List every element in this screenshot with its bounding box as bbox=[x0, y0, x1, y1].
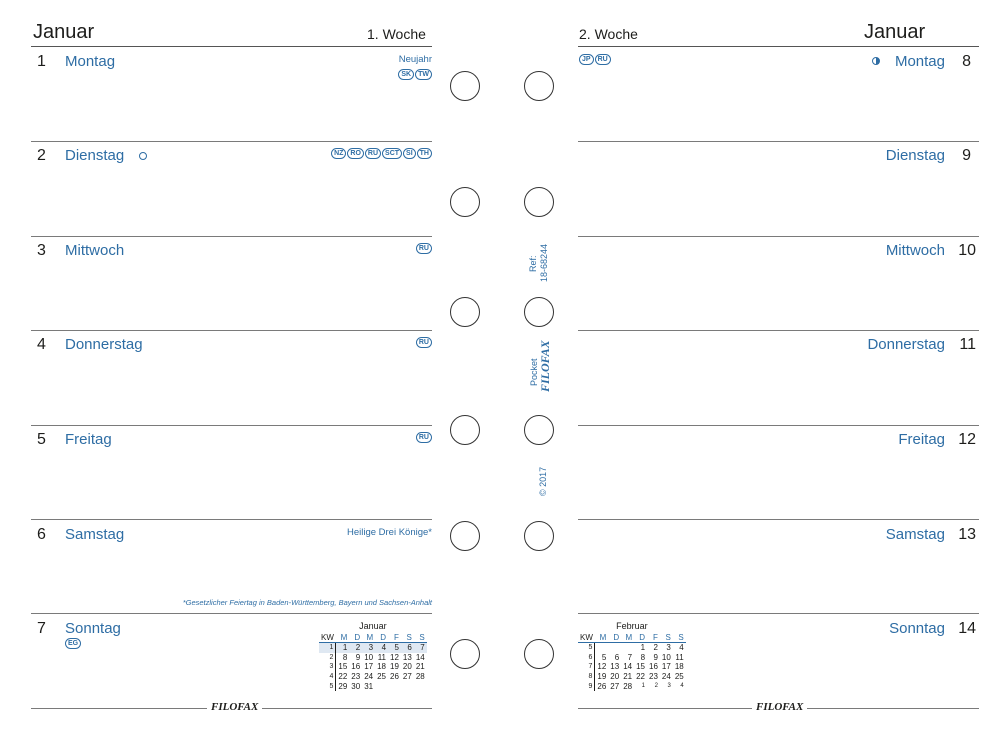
week-number-cell: 7 bbox=[578, 662, 595, 672]
calendar-day-cell[interactable]: 17 bbox=[364, 662, 374, 672]
calendar-day-cell[interactable]: 6 bbox=[614, 652, 620, 662]
calendar-header-cell: D bbox=[375, 633, 388, 643]
day-name: Dienstag bbox=[885, 147, 945, 164]
calendar-day-cell[interactable]: 8 bbox=[342, 652, 348, 662]
calendar-day-cell[interactable]: 1 bbox=[641, 682, 646, 689]
calendar-day-cell[interactable]: 19 bbox=[390, 662, 399, 672]
calendar-day-cell[interactable]: 16 bbox=[649, 662, 658, 672]
country-badge: SK bbox=[398, 69, 414, 80]
calendar-day-cell[interactable]: 21 bbox=[415, 662, 425, 672]
binder-hole bbox=[524, 639, 554, 669]
day-name: Dienstag bbox=[65, 147, 125, 164]
day-number: 13 bbox=[958, 526, 976, 543]
calendar-day-cell[interactable]: 11 bbox=[675, 652, 684, 662]
country-badges bbox=[416, 432, 432, 443]
day-divider bbox=[31, 613, 432, 614]
day-number: 5 bbox=[37, 431, 46, 448]
calendar-day-cell[interactable] bbox=[388, 682, 401, 692]
calendar-header-cell: S bbox=[414, 633, 427, 643]
calendar-header-cell: D bbox=[608, 633, 621, 643]
calendar-day-cell[interactable]: 28 bbox=[623, 681, 633, 691]
calendar-day-cell[interactable]: 28 bbox=[415, 671, 425, 681]
mini-calendar-header bbox=[578, 633, 686, 643]
calendar-day-cell[interactable]: 17 bbox=[661, 662, 671, 672]
country-badge: SI bbox=[403, 148, 416, 159]
first-quarter-moon-icon bbox=[872, 57, 880, 65]
left-month-title: Januar bbox=[33, 21, 95, 43]
day-name: Samstag bbox=[885, 526, 945, 543]
calendar-header-cell: F bbox=[388, 633, 401, 643]
day-divider bbox=[578, 330, 979, 331]
day-divider bbox=[31, 141, 432, 142]
calendar-day-cell[interactable]: 6 bbox=[401, 643, 414, 653]
calendar-header-cell: M bbox=[336, 633, 349, 643]
left-footer-logo: FILOFAX bbox=[207, 701, 262, 713]
binder-hole bbox=[450, 297, 480, 327]
calendar-day-cell[interactable]: 22 bbox=[338, 671, 348, 681]
calendar-day-cell[interactable]: 7 bbox=[627, 652, 633, 662]
calendar-day-cell[interactable]: 11 bbox=[377, 652, 387, 662]
country-badges bbox=[398, 69, 432, 80]
country-badge: JP bbox=[579, 54, 594, 65]
day-divider bbox=[31, 330, 432, 331]
mini-calendar-week-row bbox=[319, 662, 427, 672]
day-name: Sonntag bbox=[889, 620, 945, 637]
binder-hole bbox=[524, 297, 554, 327]
country-badge: RU bbox=[365, 148, 381, 159]
day-number: 9 bbox=[962, 147, 971, 164]
calendar-day-cell[interactable]: 12 bbox=[597, 662, 607, 672]
calendar-day-cell[interactable]: 5 bbox=[601, 652, 607, 662]
binder-hole bbox=[524, 521, 554, 551]
week-number-cell: 6 bbox=[578, 653, 595, 663]
calendar-day-cell[interactable]: 4 bbox=[375, 643, 388, 653]
ref-code: 18-68244 bbox=[539, 243, 549, 282]
country-badge: EG bbox=[65, 638, 81, 649]
day-number: 7 bbox=[37, 620, 46, 637]
day-name: Mittwoch bbox=[65, 242, 125, 259]
calendar-day-cell[interactable]: 31 bbox=[364, 681, 374, 691]
calendar-header-cell: D bbox=[634, 633, 647, 643]
holiday-footnote: *Gesetzlicher Feiertag in Baden-Württemberg, Bayern und Sachsen-Anhalt bbox=[182, 598, 432, 607]
holiday-label: Heilige Drei Könige* bbox=[346, 527, 432, 538]
calendar-day-cell[interactable]: 26 bbox=[597, 681, 607, 691]
new-moon-icon bbox=[139, 152, 147, 160]
calendar-header-cell: F bbox=[647, 633, 660, 643]
day-number: 6 bbox=[37, 526, 46, 543]
copyright-label: © 2017 bbox=[538, 466, 548, 496]
mini-calendar-grid bbox=[578, 633, 686, 692]
day-name: Donnerstag bbox=[65, 336, 143, 353]
country-badges bbox=[416, 243, 432, 254]
mini-calendar-week-row bbox=[578, 682, 686, 692]
country-badges bbox=[65, 638, 81, 649]
day-number: 11 bbox=[959, 336, 976, 353]
day-name: Sonntag bbox=[65, 620, 121, 637]
right-week-title: 2. Woche bbox=[579, 26, 638, 42]
calendar-day-cell[interactable]: 12 bbox=[390, 652, 399, 662]
calendar-day-cell[interactable]: 23 bbox=[649, 671, 658, 681]
mini-calendar-january bbox=[319, 622, 427, 691]
day-number: 14 bbox=[958, 620, 976, 637]
calendar-day-cell[interactable]: 15 bbox=[636, 662, 646, 672]
calendar-day-cell[interactable]: 1 bbox=[336, 643, 349, 653]
mini-calendar-title: Februar bbox=[616, 621, 648, 631]
calendar-day-cell[interactable] bbox=[621, 643, 634, 653]
mini-calendar-week-row bbox=[319, 643, 427, 653]
calendar-day-cell[interactable]: 25 bbox=[377, 671, 387, 681]
binder-hole bbox=[524, 187, 554, 217]
country-badge: NZ bbox=[331, 148, 346, 159]
calendar-header-cell: D bbox=[349, 633, 362, 643]
day-number: 12 bbox=[958, 431, 976, 448]
country-badges bbox=[416, 337, 432, 348]
left-week-title: 1. Woche bbox=[367, 26, 426, 42]
day-divider bbox=[31, 519, 432, 520]
week-number-cell: 4 bbox=[319, 672, 336, 682]
calendar-day-cell[interactable]: 18 bbox=[377, 662, 387, 672]
calendar-day-cell[interactable] bbox=[414, 682, 427, 692]
calendar-day-cell[interactable]: 9 bbox=[355, 652, 361, 662]
calendar-day-cell[interactable]: 13 bbox=[610, 662, 620, 672]
calendar-day-cell[interactable]: 24 bbox=[364, 671, 374, 681]
calendar-day-cell[interactable]: 30 bbox=[351, 681, 361, 691]
calendar-day-cell[interactable]: 19 bbox=[597, 671, 607, 681]
day-divider bbox=[578, 613, 979, 614]
calendar-day-cell[interactable]: 7 bbox=[414, 643, 427, 653]
mini-calendar-week-row bbox=[319, 653, 427, 663]
day-divider bbox=[578, 141, 979, 142]
calendar-day-cell[interactable]: 10 bbox=[661, 652, 671, 662]
binder-hole bbox=[450, 187, 480, 217]
day-name: Samstag bbox=[65, 526, 125, 543]
day-number: 10 bbox=[958, 242, 976, 259]
day-divider bbox=[31, 236, 432, 237]
binder-hole bbox=[524, 415, 554, 445]
calendar-header-cell: S bbox=[401, 633, 414, 643]
mini-calendar-title: Januar bbox=[359, 621, 387, 631]
day-number: 4 bbox=[37, 336, 46, 353]
calendar-day-cell[interactable]: 13 bbox=[402, 652, 412, 662]
calendar-header-cell: KW bbox=[321, 632, 334, 642]
day-name: Montag bbox=[894, 53, 945, 70]
mini-calendar-week-row bbox=[578, 643, 686, 653]
calendar-header-cell: KW bbox=[580, 632, 593, 642]
calendar-header-cell: M bbox=[621, 633, 634, 643]
day-number: 1 bbox=[37, 53, 46, 70]
country-badge: TW bbox=[415, 69, 432, 80]
calendar-day-cell[interactable]: 27 bbox=[402, 671, 412, 681]
calendar-day-cell[interactable] bbox=[608, 643, 621, 653]
center-brand-logo: FILOFAX bbox=[538, 340, 552, 392]
calendar-day-cell[interactable]: 15 bbox=[338, 662, 348, 672]
ref-label: Ref: bbox=[528, 255, 538, 272]
calendar-day-cell[interactable]: 3 bbox=[362, 643, 375, 653]
day-divider bbox=[31, 425, 432, 426]
mini-calendar-february bbox=[578, 622, 686, 691]
calendar-day-cell[interactable]: 24 bbox=[661, 671, 671, 681]
mini-calendar-week-row bbox=[578, 662, 686, 672]
country-badges bbox=[331, 148, 432, 159]
country-badge: RO bbox=[347, 148, 364, 159]
holiday-label: Neujahr bbox=[398, 54, 432, 65]
calendar-day-cell[interactable] bbox=[401, 682, 414, 692]
calendar-day-cell[interactable]: 18 bbox=[674, 662, 684, 672]
binder-hole bbox=[450, 71, 480, 101]
left-header-rule bbox=[31, 46, 432, 47]
calendar-day-cell[interactable]: 14 bbox=[415, 652, 425, 662]
day-name: Freitag bbox=[898, 431, 945, 448]
calendar-day-cell[interactable]: 5 bbox=[388, 643, 401, 653]
country-badge: TH bbox=[417, 148, 432, 159]
day-divider bbox=[578, 236, 979, 237]
day-number: 8 bbox=[962, 53, 971, 70]
calendar-day-cell[interactable]: 22 bbox=[636, 671, 646, 681]
mini-calendar-week-row bbox=[319, 672, 427, 682]
country-badge: SCT bbox=[382, 148, 402, 159]
calendar-day-cell[interactable]: 21 bbox=[623, 671, 633, 681]
calendar-header-cell: S bbox=[660, 633, 673, 643]
day-name: Mittwoch bbox=[885, 242, 945, 259]
calendar-day-cell[interactable]: 10 bbox=[364, 652, 374, 662]
week-number-cell: 5 bbox=[578, 643, 595, 653]
size-label: Pocket bbox=[529, 358, 539, 386]
right-header-rule bbox=[578, 46, 979, 47]
right-footer-logo: FILOFAX bbox=[752, 701, 807, 713]
calendar-day-cell[interactable]: 16 bbox=[351, 662, 361, 672]
binder-hole bbox=[450, 521, 480, 551]
mini-calendar-week-row bbox=[578, 672, 686, 682]
country-badge: RU bbox=[595, 54, 611, 65]
country-badge: RU bbox=[416, 243, 432, 254]
week-number-cell: 5 bbox=[319, 682, 336, 692]
day-divider bbox=[578, 425, 979, 426]
calendar-day-cell[interactable]: 23 bbox=[351, 671, 361, 681]
calendar-day-cell[interactable]: 2 bbox=[654, 682, 658, 689]
calendar-day-cell[interactable] bbox=[595, 643, 608, 653]
calendar-day-cell[interactable]: 27 bbox=[610, 681, 620, 691]
calendar-day-cell[interactable]: 9 bbox=[653, 652, 658, 662]
week-number-cell: 2 bbox=[319, 653, 336, 663]
calendar-day-cell[interactable]: 2 bbox=[653, 643, 658, 653]
calendar-day-cell[interactable]: 2 bbox=[349, 643, 362, 653]
calendar-header-cell: M bbox=[362, 633, 375, 643]
day-name: Donnerstag bbox=[867, 336, 945, 353]
week-number-cell: 3 bbox=[319, 662, 336, 672]
calendar-day-cell[interactable]: 25 bbox=[674, 671, 684, 681]
day-divider bbox=[578, 519, 979, 520]
country-badge: RU bbox=[416, 337, 432, 348]
day-number: 2 bbox=[37, 147, 46, 164]
calendar-header-cell: M bbox=[595, 633, 608, 643]
calendar-day-cell[interactable]: 14 bbox=[623, 662, 633, 672]
mini-calendar-grid bbox=[319, 633, 427, 692]
mini-calendar-week-row bbox=[319, 682, 427, 692]
right-month-title: Januar bbox=[864, 21, 926, 43]
binder-hole bbox=[450, 415, 480, 445]
calendar-day-cell[interactable]: 8 bbox=[640, 652, 646, 662]
calendar-day-cell[interactable]: 3 bbox=[666, 643, 671, 653]
week-number-cell: 9 bbox=[578, 682, 595, 692]
calendar-day-cell[interactable]: 20 bbox=[402, 662, 412, 672]
day-name: Montag bbox=[65, 53, 116, 70]
calendar-day-cell[interactable] bbox=[375, 682, 388, 692]
week-number-cell: 8 bbox=[578, 672, 595, 682]
country-badges bbox=[579, 54, 611, 65]
calendar-day-cell[interactable]: 26 bbox=[390, 671, 399, 681]
mini-calendar-week-row bbox=[578, 653, 686, 663]
calendar-day-cell[interactable]: 1 bbox=[640, 643, 646, 653]
day-number: 3 bbox=[37, 242, 46, 259]
calendar-day-cell[interactable]: 29 bbox=[338, 681, 348, 691]
day-name: Freitag bbox=[65, 431, 112, 448]
calendar-day-cell[interactable]: 3 bbox=[667, 682, 671, 689]
binder-hole bbox=[450, 639, 480, 669]
calendar-day-cell[interactable]: 20 bbox=[610, 671, 620, 681]
calendar-day-cell[interactable]: 4 bbox=[680, 682, 684, 689]
mini-calendar-header bbox=[319, 633, 427, 643]
calendar-day-cell[interactable]: 4 bbox=[679, 643, 684, 653]
week-number-cell: 1 bbox=[319, 643, 336, 653]
binder-hole bbox=[524, 71, 554, 101]
calendar-header-cell: S bbox=[673, 633, 686, 643]
country-badge: RU bbox=[416, 432, 432, 443]
